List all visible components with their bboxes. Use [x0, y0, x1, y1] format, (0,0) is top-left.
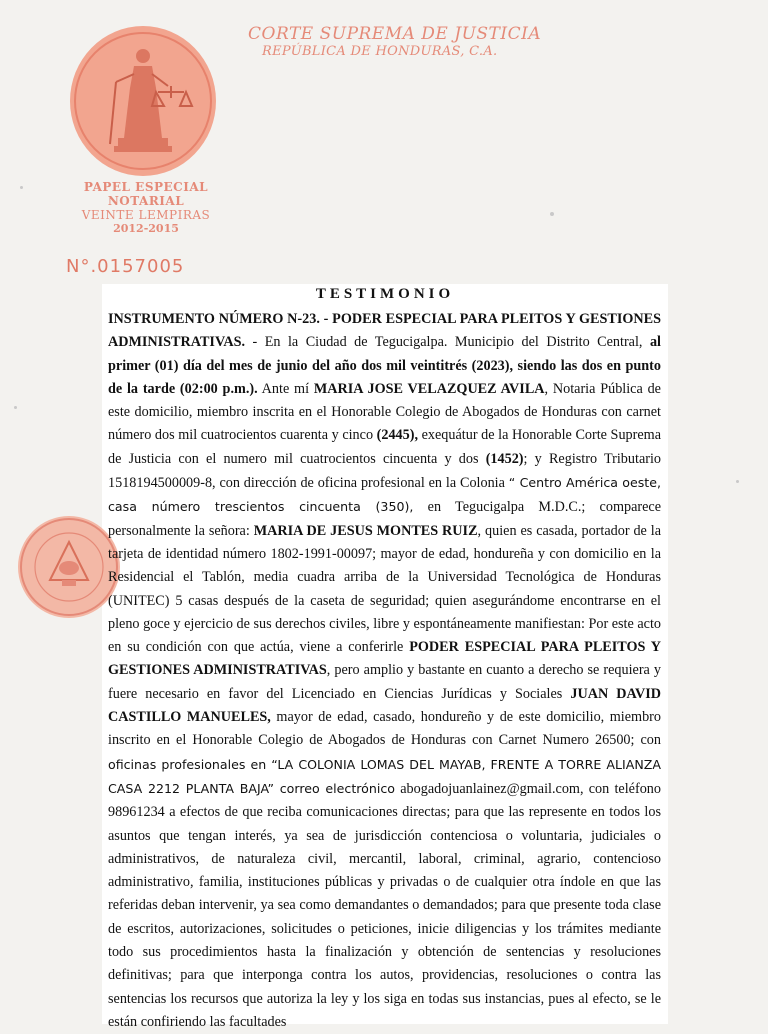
stamp-paper-years: 2012-2015: [113, 222, 179, 235]
body-text: Ante mí: [257, 380, 314, 397]
stamp-paper-label: NOTARIAL: [107, 194, 185, 208]
body-text: mayor de edad, casado, hondureño y de este domicilio, miembro inscrito en el Honorable Colegio de Abogados de Honduras con Carnet Numero 26500; con: [108, 709, 661, 749]
attorney-name: JUAN DAVID CASTILLO MANUELES,: [108, 685, 661, 726]
body-text: en Tegucigalpa M.D.C.; comparece personalmente la señora:: [108, 499, 661, 539]
body-text: ; y Registro Tributario 1518194500009-8, con dirección de oficina profesional en la Colonia: [108, 450, 661, 492]
body-text: , pero amplio y bastante en cuanto a derecho se requiera y fuere necesario en favor del Licenciado en Ciencias Jurídicas y Sociales: [108, 662, 661, 702]
date-text: al primer (01) día del mes de junio del año dos mil veintitrés (2023), siendo las dos en punto de la tarde (02:00 p.m.).: [108, 334, 661, 397]
paper-speck: [14, 406, 17, 409]
office-address: “ Centro América oeste, casa número trescientos cincuenta (350),: [108, 475, 661, 515]
document-title: TESTIMONIO: [315, 286, 455, 302]
power-type: PODER ESPECIAL PARA PLEITOS Y GESTIONES ADMINISTRATIVAS: [108, 639, 661, 679]
grantor-name: MARIA DE JESUS MONTES RUIZ: [253, 522, 478, 539]
carnet-number: (2445),: [376, 427, 419, 444]
stamp-paper-value: VEINTE LEMPIRAS: [81, 208, 211, 222]
instrument-heading: INSTRUMENTO NÚMERO N-23. - PODER ESPECIAL PARA PLEITOS Y GESTIONES ADMINISTRATIVAS.: [108, 311, 661, 351]
honduras-coat-of-arms-seal-icon: [18, 516, 120, 618]
body-text: , Notaria Pública de este domicilio, miembro inscrita en el Honorable Colegio de Abogados de Honduras con carnet número dos mil cuatrocientos cuarenta y cinco: [108, 380, 661, 444]
document-body: [108, 308, 661, 1034]
paper-speck: [736, 480, 739, 483]
body-text: , quien es casada, portador de la tarjeta de identidad número 1802-1991-00097; mayor de edad, hondureña y con domicilio en la Residencial el Tablón, media cuadra arriba de la Universidad Tecnológica de Honduras (UNITEC) 5 casas después de la caseta de seguridad; quien asegurándome encontrarse en el pleno goce y ejercicio de sus derechos civiles, libre y espontáneamente manifiestan: Por este acto en su condición con que actúa, viene a conferirle: [108, 522, 662, 656]
paper-speck: [550, 212, 554, 216]
body-text: - En la Ciudad de Tegucigalpa. Municipio del Distrito Central,: [245, 334, 650, 351]
stamp-paper-label: PAPEL ESPECIAL: [83, 180, 209, 194]
serial-number: N°.0157005: [66, 256, 185, 277]
paper-speck: [20, 186, 23, 189]
republic-header: REPÚBLICA DE HONDURAS, C.A.: [262, 44, 498, 59]
body-text: abogadojuanlainez@gmail.com, con teléfono 98961234 a efectos de que reciba comunicaciones directas; para que las represente en todos los asuntos que tengan interés, ya sea de jurisdicción contenciosa o voluntaria, judiciales o administrativos, de naturaleza civil, mercantil, laboral, criminal, agrario, contencioso administrativo, familia, instituciones públicas y privadas o de cualquier otra índole en que las referidas deban intervenir, ya sea como demandantes o demandados; para que presente toda clase de escritos, autorizaciones, solicitudes o peticiones, inicie diligencias y los trámites mediante todo sus procedimientos hasta la finalización y obtención de sentencias y resoluciones definitivas; para que interponga contra los autos, providencias, resoluciones o contra las sentencias los recursos que autoriza la ley y los siga en todas sus instancias, pues al efecto, se le están confiriendo las facultades: [108, 780, 661, 1030]
body-text: exequátur de la Honorable Corte Suprema de Justicia con el numero mil cuatrocientos cincuenta y dos: [108, 427, 661, 467]
notary-name: MARIA JOSE VELAZQUEZ AVILA: [313, 380, 545, 397]
attorney-office-address: oficinas profesionales en “LA COLONIA LOMAS DEL MAYAB, FRENTE A TORRE ALIANZA CASA 2212 PLANTA BAJA” correo electrónico: [108, 756, 661, 796]
court-header: CORTE SUPREMA DE JUSTICIA: [248, 24, 542, 44]
lady-justice-seal-icon: [70, 26, 216, 176]
exequatur-number: (1452): [485, 450, 524, 467]
